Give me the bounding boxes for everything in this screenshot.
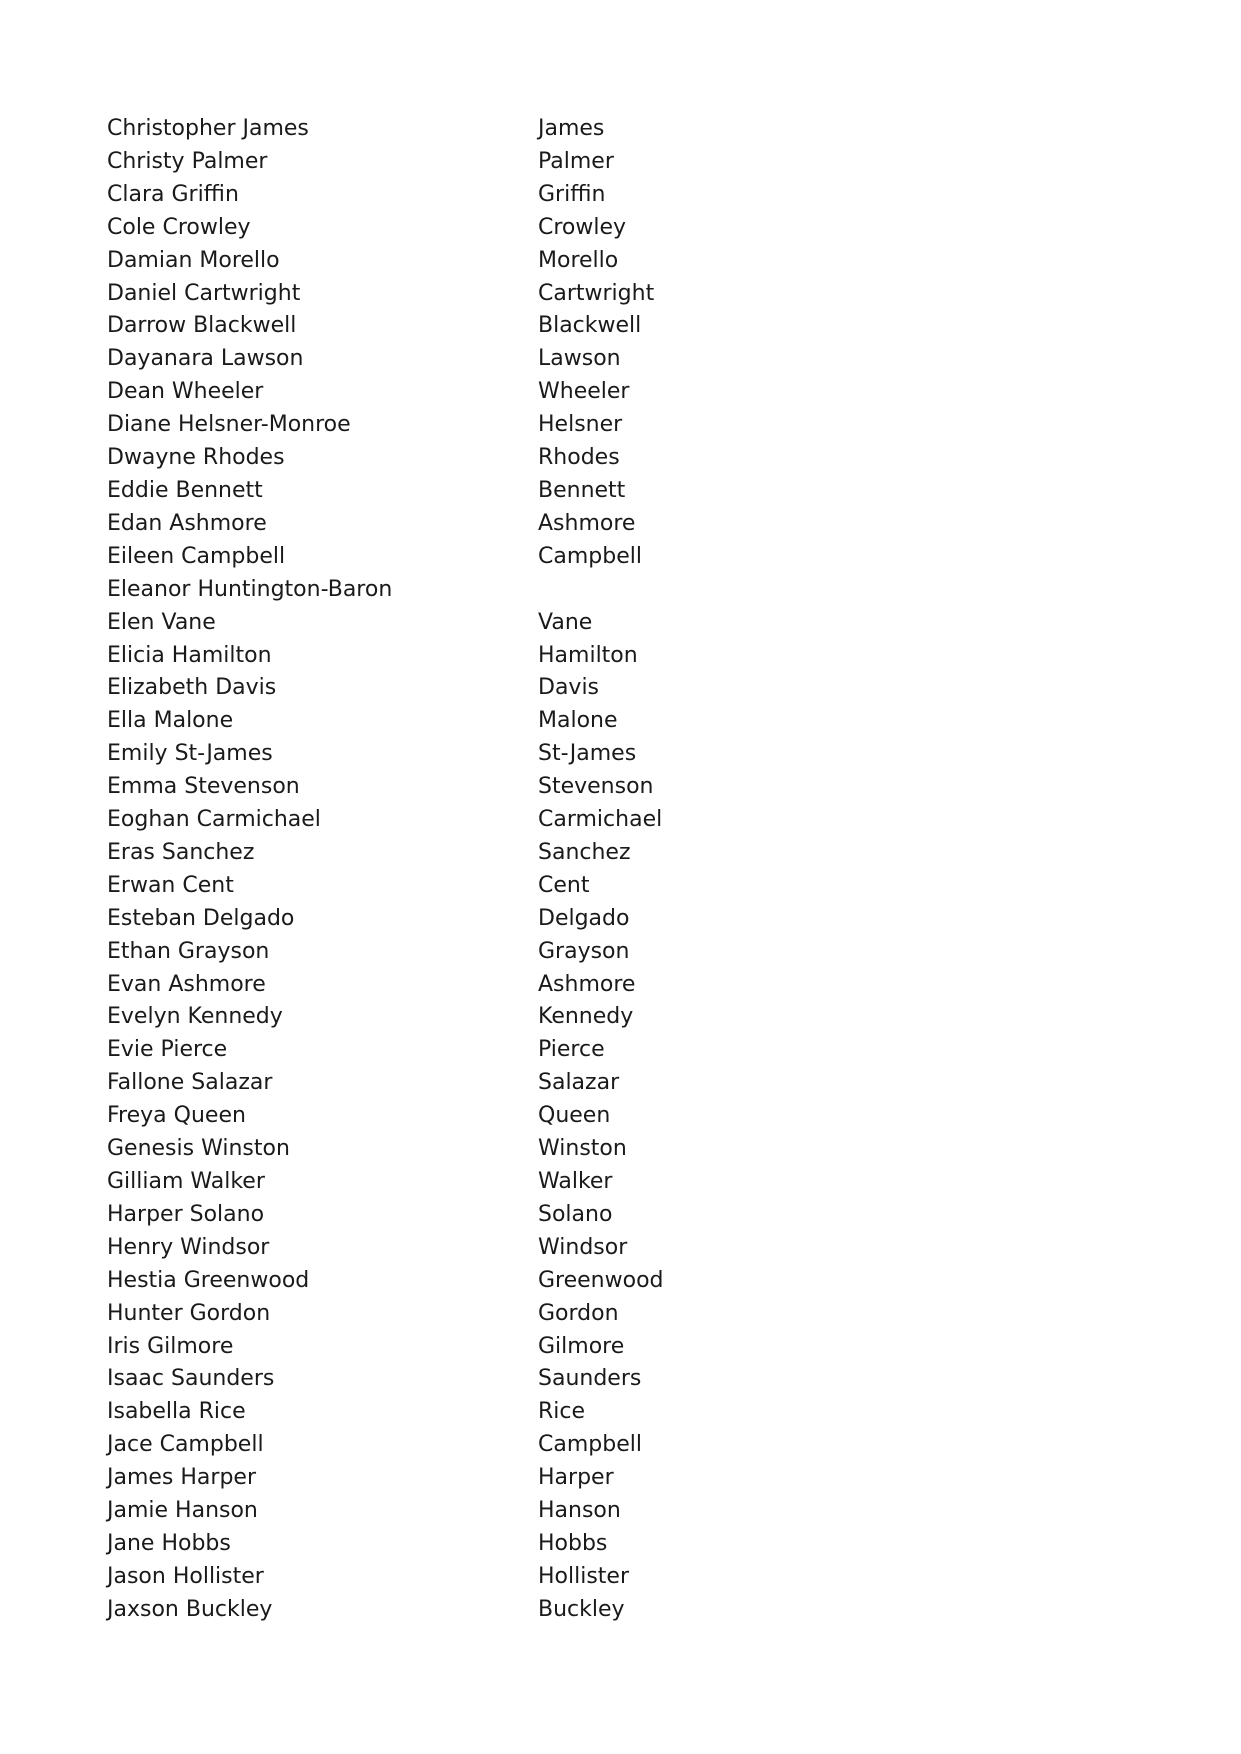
full-name-cell: Isabella Rice	[107, 1399, 246, 1425]
full-name-cell: Elicia Hamilton	[107, 642, 272, 668]
surname-cell: Delgado	[538, 905, 630, 931]
surname-cell: Morello	[538, 247, 619, 273]
surname-cell: Vane	[538, 609, 593, 635]
surname-cell: Salazar	[538, 1070, 620, 1096]
table-row	[107, 903, 798, 936]
table-row	[107, 607, 798, 640]
surname-cell: Lawson	[538, 346, 621, 372]
table-row	[107, 1265, 798, 1298]
table-row	[107, 640, 798, 673]
surname-cell: Walker	[538, 1169, 613, 1194]
table-row	[107, 870, 798, 903]
surname-cell: Blackwell	[538, 313, 642, 339]
surname-cell: Greenwood	[538, 1267, 664, 1293]
full-name-cell: Isaac Saunders	[107, 1366, 275, 1392]
full-name-cell: Genesis Winston	[107, 1136, 290, 1162]
table-row	[107, 969, 798, 1002]
full-name-cell: Diane Helsner-Monroe	[107, 412, 351, 438]
full-name-cell: Jane Hobbs	[107, 1530, 231, 1556]
full-name-cell: Harper Solano	[107, 1201, 265, 1227]
table-row	[107, 1298, 798, 1331]
table-row	[107, 1594, 798, 1627]
surname-cell: Queen	[538, 1103, 611, 1129]
full-name-cell: Jace Campbell	[107, 1432, 264, 1458]
full-name-cell: Eddie Bennett	[107, 477, 263, 503]
full-name-cell: Dwayne Rhodes	[107, 445, 285, 471]
surname-cell: St-James	[538, 741, 637, 767]
table-row	[107, 113, 798, 146]
surname-cell: Kennedy	[538, 1004, 634, 1030]
surname-cell: Wheeler	[538, 379, 630, 405]
full-name-cell: James Harper	[107, 1465, 257, 1491]
surname-cell: Bennett	[538, 477, 626, 503]
table-row	[107, 837, 798, 870]
surname-cell	[538, 574, 798, 607]
table-row	[107, 1462, 798, 1495]
surname-cell: Helsner	[538, 412, 623, 438]
table-row	[107, 1001, 798, 1034]
full-name-cell: Erwan Cent	[107, 872, 234, 898]
full-name-cell: Hunter Gordon	[107, 1300, 271, 1326]
surname-cell: Hamilton	[538, 642, 638, 668]
full-name-cell: Damian Morello	[107, 247, 280, 273]
full-name-cell: Emily St-James	[107, 741, 273, 767]
full-name-cell: Evan Ashmore	[107, 971, 266, 997]
surname-cell: Campbell	[538, 1432, 642, 1458]
table-row	[107, 1034, 798, 1067]
table-row	[107, 936, 798, 969]
full-name-cell: Cole Crowley	[107, 214, 251, 240]
surname-cell: Saunders	[538, 1366, 642, 1392]
table-row	[107, 278, 798, 311]
full-name-cell: Eleanor Huntington-Baron	[107, 576, 393, 602]
surname-cell: Ashmore	[538, 510, 636, 536]
full-name-cell: Eoghan Carmichael	[107, 807, 321, 833]
table-row	[107, 508, 798, 541]
surname-cell: Rice	[538, 1399, 586, 1425]
name-table	[107, 113, 798, 1627]
table-row	[107, 1100, 798, 1133]
table-row	[107, 1166, 798, 1199]
surname-cell: Crowley	[538, 214, 627, 240]
table-row	[107, 1232, 798, 1265]
table-row	[107, 310, 798, 343]
table-row	[107, 146, 798, 179]
surname-cell: Malone	[538, 708, 618, 734]
table-row	[107, 1528, 798, 1561]
full-name-cell: Jamie Hanson	[107, 1498, 258, 1524]
table-row	[107, 738, 798, 771]
table-row	[107, 442, 798, 475]
surname-cell: Carmichael	[538, 807, 663, 833]
table-row	[107, 804, 798, 837]
surname-cell: Davis	[538, 675, 600, 701]
surname-cell: Harper	[538, 1465, 614, 1491]
full-name-cell: Freya Queen	[107, 1103, 246, 1129]
full-name-cell: Eras Sanchez	[107, 839, 255, 865]
surname-cell: Buckley	[538, 1596, 625, 1622]
surname-cell: Palmer	[538, 148, 614, 174]
surname-cell: Rhodes	[538, 445, 620, 471]
table-row	[107, 179, 798, 212]
surname-cell: Griffin	[538, 181, 606, 207]
full-name-cell: Eileen Campbell	[107, 543, 286, 569]
table-row	[107, 1067, 798, 1100]
table-row	[107, 672, 798, 705]
surname-cell: Campbell	[538, 543, 642, 569]
full-name-cell: Christopher James	[107, 116, 309, 141]
table-row	[107, 409, 798, 442]
full-name-cell: Hestia Greenwood	[107, 1267, 310, 1293]
table-row	[107, 1363, 798, 1396]
surname-cell: Cartwright	[538, 280, 655, 306]
table-row	[107, 343, 798, 376]
full-name-cell: Christy Palmer	[107, 148, 268, 174]
full-name-cell: Gilliam Walker	[107, 1169, 265, 1194]
table-row	[107, 376, 798, 409]
surname-cell: Gordon	[538, 1300, 619, 1326]
surname-cell: Stevenson	[538, 774, 654, 800]
table-row	[107, 1495, 798, 1528]
table-row	[107, 1561, 798, 1594]
table-row	[107, 541, 798, 574]
name-rows	[107, 113, 798, 1627]
table-row	[107, 212, 798, 245]
full-name-cell: Daniel Cartwright	[107, 280, 301, 306]
full-name-cell: Emma Stevenson	[107, 774, 300, 800]
surname-cell: Gilmore	[538, 1333, 625, 1359]
full-name-cell: Henry Windsor	[107, 1234, 270, 1260]
table-row	[107, 705, 798, 738]
full-name-cell: Darrow Blackwell	[107, 313, 297, 339]
full-name-cell: Ethan Grayson	[107, 938, 270, 964]
full-name-cell: Fallone Salazar	[107, 1070, 273, 1096]
table-row	[107, 1331, 798, 1364]
full-name-cell: Dayanara Lawson	[107, 346, 304, 372]
full-name-cell: Esteban Delgado	[107, 905, 295, 931]
surname-cell: Hanson	[538, 1498, 621, 1524]
table-row	[107, 1396, 798, 1429]
full-name-cell: Ella Malone	[107, 708, 234, 734]
surname-cell: Winston	[538, 1136, 627, 1162]
surname-cell: James	[538, 116, 605, 141]
full-name-cell: Edan Ashmore	[107, 510, 267, 536]
surname-cell: Hobbs	[538, 1530, 608, 1556]
table-row	[107, 574, 798, 607]
surname-cell: Ashmore	[538, 971, 636, 997]
table-row	[107, 1199, 798, 1232]
table-row	[107, 1133, 798, 1166]
full-name-cell: Jaxson Buckley	[107, 1596, 273, 1622]
full-name-cell: Evie Pierce	[107, 1037, 228, 1063]
full-name-cell: Jason Hollister	[107, 1563, 264, 1589]
surname-cell: Windsor	[538, 1234, 628, 1260]
surname-cell: Pierce	[538, 1037, 605, 1063]
surname-cell: Hollister	[538, 1563, 630, 1589]
table-row	[107, 1429, 798, 1462]
full-name-cell: Clara Griffin	[107, 181, 239, 207]
surname-cell: Cent	[538, 872, 590, 898]
full-name-cell: Elizabeth Davis	[107, 675, 277, 701]
full-name-cell: Evelyn Kennedy	[107, 1004, 283, 1030]
table-row	[107, 771, 798, 804]
surname-cell: Sanchez	[538, 839, 631, 865]
table-row	[107, 245, 798, 278]
full-name-cell: Iris Gilmore	[107, 1333, 234, 1359]
full-name-cell: Dean Wheeler	[107, 379, 264, 405]
surname-cell: Grayson	[538, 938, 630, 964]
table-row	[107, 475, 798, 508]
surname-cell: Solano	[538, 1201, 613, 1227]
full-name-cell: Elen Vane	[107, 609, 216, 635]
